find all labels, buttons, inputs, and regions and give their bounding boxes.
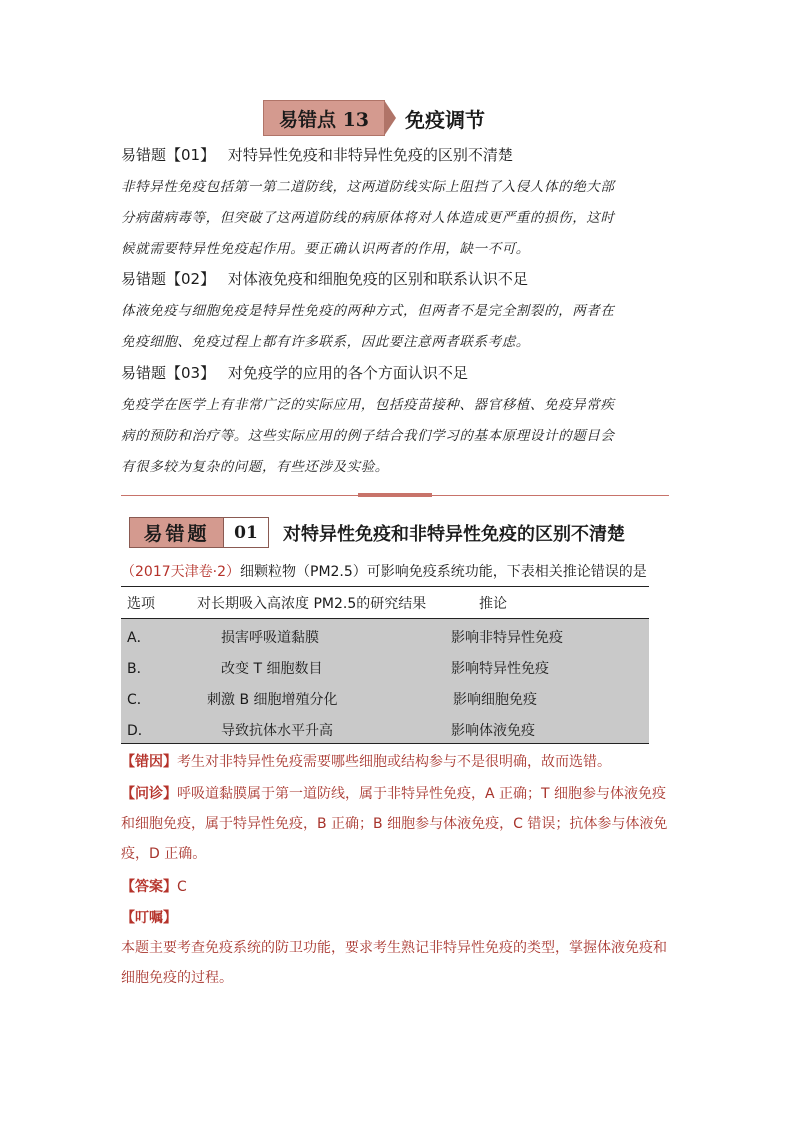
row-inference: 影响特异性免疫: [451, 661, 549, 677]
body-line: 候就需要特异性免疫起作用。要正确认识两者的作用，缺一不可。: [121, 241, 530, 257]
diagnosis: [121, 779, 681, 869]
answer-text: C: [177, 879, 187, 895]
body-line: 免疫细胞、免疫过程上都有许多联系，因此要注意两者联系考虑。: [121, 334, 530, 350]
section-tag: [129, 517, 269, 548]
body-line: 病的预防和治疗等。这些实际应用的例子结合我们学习的基本原理设计的题目会: [121, 428, 615, 444]
row-inference: 影响细胞免疫: [453, 692, 537, 708]
diagnosis-line: 和细胞免疫，属于特异性免疫，B 正确；B 细胞参与体液免疫，C 错误；抗体参与体液免: [121, 816, 668, 832]
section-title: 对特异性免疫和非特异性免疫的区别不清楚: [283, 524, 625, 545]
body-line: 体液免疫与细胞免疫是特异性免疫的两种方式，但两者不是完全割裂的，两者在: [121, 303, 615, 319]
error-label: 【错因】: [121, 754, 177, 770]
point-title: 对体液免疫和细胞免疫的区别和联系认识不足: [227, 270, 528, 288]
reminder: [121, 903, 681, 993]
row-option: A．: [127, 630, 151, 646]
table-header: [121, 586, 649, 618]
point-3-heading: [121, 362, 468, 383]
point-label: 易错题【01】: [121, 146, 216, 164]
row-result: 改变 T 细胞数目: [221, 661, 323, 677]
answer: [121, 872, 681, 902]
reminder-line: 本题主要考查免疫系统的防卫功能，要求考生熟记非特异性免疫的类型，掌握体液免疫和: [121, 940, 667, 956]
point-1-heading: [121, 144, 513, 165]
reminder-line: 细胞免疫的过程。: [121, 970, 233, 986]
row-inference: 影响非特异性免疫: [451, 630, 563, 646]
body-line: 免疫学在医学上有非常广泛的实际应用，包括疫苗接种、器官移植、免疫异常疾: [121, 397, 615, 413]
point-1-body: [121, 172, 677, 265]
section-tag-label: 易错题: [130, 518, 223, 547]
row-option: B．: [127, 661, 151, 677]
error-cause: [121, 747, 681, 777]
point-title: 对免疫学的应用的各个方面认识不足: [227, 364, 468, 382]
point-label: 易错题【03】: [121, 364, 216, 382]
point-label: 易错题【02】: [121, 270, 216, 288]
options-table: [121, 618, 649, 744]
answer-label: 【答案】: [121, 879, 177, 895]
title-tag: 易错点 13: [263, 100, 385, 136]
body-line: 有很多较为复杂的问题，有些还涉及实验。: [121, 459, 389, 475]
question-text: 细颗粒物（PM2.5）可影响免疫系统功能，下表相关推论错误的是: [240, 564, 647, 580]
row-result: 导致抗体水平升高: [221, 723, 333, 739]
row-result: 刺激 B 细胞增殖分化: [207, 692, 338, 708]
question-stem: [121, 561, 647, 581]
body-line: 分病菌病毒等，但突破了这两道防线的病原体将对人体造成更严重的损伤，这时: [121, 210, 615, 226]
diagnosis-line: 呼吸道黏膜属于第一道防线，属于非特异性免疫，A 正确；T 细胞参与体液免疫: [177, 786, 667, 802]
page-title-banner: [263, 100, 485, 136]
divider-accent: [358, 493, 432, 497]
header-result: 对长期吸入高浓度 PM2.5的研究结果: [197, 596, 427, 612]
header-inference: 推论: [479, 596, 507, 612]
point-title: 对特异性免疫和非特异性免疫的区别不清楚: [227, 146, 513, 164]
body-line: 非特异性免疫包括第一第二道防线，这两道防线实际上阻挡了入侵人体的绝大部: [121, 179, 615, 195]
question-source: （2017天津卷·2）: [121, 564, 240, 580]
page-title: 免疫调节: [405, 107, 485, 132]
diagnosis-line: 疫，D 正确。: [121, 846, 207, 862]
section-tag-number: 01: [223, 518, 268, 547]
header-option: 选项: [127, 596, 155, 612]
point-2-heading: [121, 268, 528, 289]
row-result: 损害呼吸道黏膜: [221, 630, 319, 646]
row-inference: 影响体液免疫: [451, 723, 535, 739]
row-option: D．: [127, 723, 152, 739]
point-2-body: [121, 296, 677, 358]
point-3-body: [121, 390, 677, 483]
row-option: C．: [127, 692, 151, 708]
error-text: 考生对非特异性免疫需要哪些细胞或结构参与不是很明确，故而选错。: [177, 754, 611, 770]
diagnosis-label: 【问诊】: [121, 786, 177, 802]
reminder-label: 【叮嘱】: [121, 910, 177, 926]
